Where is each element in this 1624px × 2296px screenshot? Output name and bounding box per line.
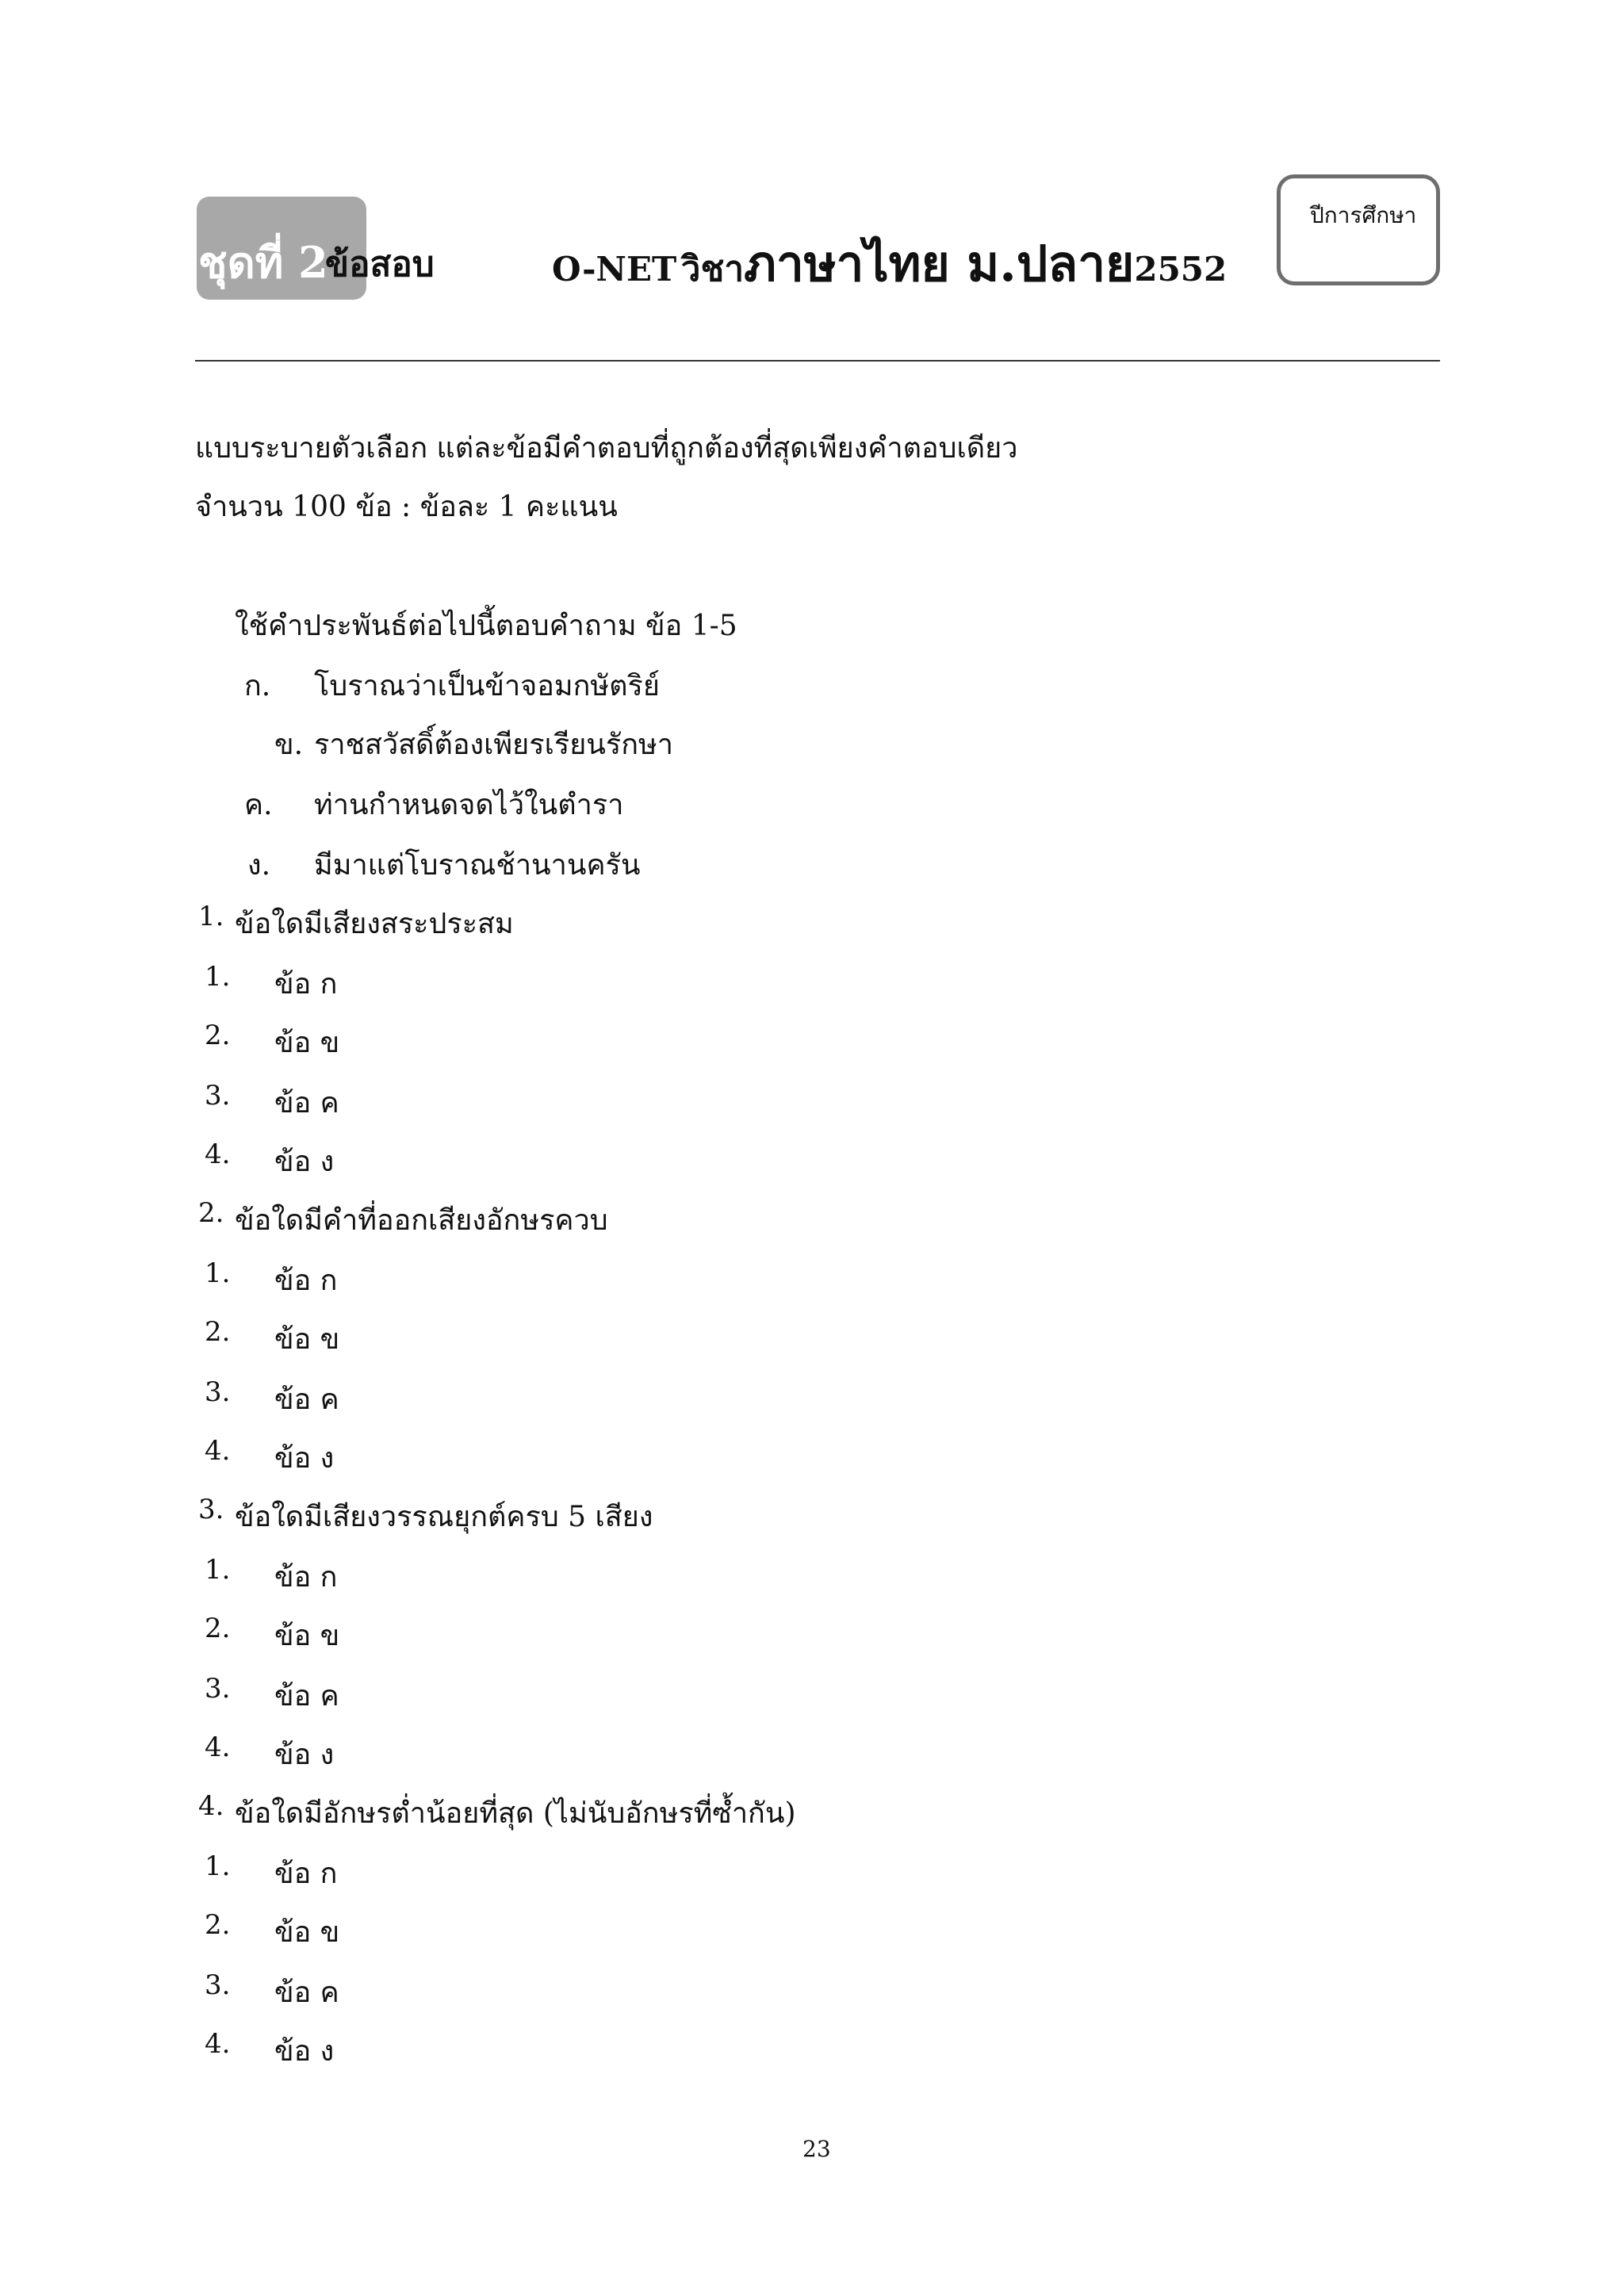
instruction-line-2: จำนวน 100 ข้อ : ข้อละ 1 คะแนน: [195, 491, 618, 523]
option-number: 2.: [205, 1316, 231, 1348]
passage-label: ข.: [274, 729, 304, 761]
option-text: ข้อ ก: [274, 1561, 338, 1594]
passage-line: โบราณว่าเป็นข้าจอมกษัตริย์: [314, 670, 660, 702]
option-number: 4.: [205, 1138, 231, 1170]
question-text: ข้อใดมีอักษรต่ำน้อยที่สุด (ไม่นับอักษรที่ซ้ำกัน): [235, 1797, 796, 1830]
option-number: 3.: [205, 1376, 231, 1408]
question-text: ข้อใดมีเสียงสระประสม: [235, 908, 514, 940]
option-number: 3.: [205, 1080, 231, 1112]
option-number: 1.: [205, 961, 231, 993]
academic-year-label: ปีการศึกษา: [1310, 202, 1417, 228]
exam-title-subject: ภาษาไทย ม.ปลาย: [744, 235, 1135, 293]
option-text: ข้อ ก: [274, 1858, 338, 1890]
question-number: 1.: [198, 901, 224, 932]
option-text: ข้อ ข: [274, 1916, 340, 1949]
question-text: ข้อใดมีคำที่ออกเสียงอักษรควบ: [235, 1204, 608, 1237]
option-text: ข้อ ค: [274, 1976, 339, 2009]
option-number: 4.: [205, 2028, 231, 2060]
option-number: 3.: [205, 1969, 231, 2001]
header-divider: [195, 360, 1440, 362]
exam-title-subject-prefix: วิชา: [680, 249, 745, 289]
passage-line: ท่านกำหนดจดไว้ในตำรา: [314, 789, 624, 821]
option-text: ข้อ ง: [274, 1442, 335, 1475]
option-number: 4.: [205, 1732, 231, 1763]
option-text: ข้อ ข: [274, 1323, 340, 1356]
question-text: ข้อใดมีเสียงวรรณยุกต์ครบ 5 เสียง: [235, 1501, 653, 1533]
passage-intro: ใช้คำประพันธ์ต่อไปนี้ตอบคำถาม ข้อ 1-5: [235, 610, 737, 642]
set-suffix: ข้อสอบ: [325, 244, 435, 285]
passage-label: ค.: [244, 789, 273, 821]
option-text: ข้อ ง: [274, 2035, 335, 2068]
option-number: 1.: [205, 1554, 231, 1586]
option-number: 1.: [205, 1257, 231, 1289]
option-number: 3.: [205, 1673, 231, 1705]
option-number: 2.: [205, 1613, 231, 1644]
option-text: ข้อ ก: [274, 968, 338, 1001]
set-label: ชุดที่ 2: [198, 237, 328, 288]
exam-title: [552, 225, 1227, 303]
option-number: 4.: [205, 1435, 231, 1467]
option-text: ข้อ ค: [274, 1383, 339, 1416]
option-text: ข้อ ง: [274, 1739, 335, 1771]
option-number: 2.: [205, 1909, 231, 1941]
passage-line: ราชสวัสดิ์ต้องเพียรเรียนรักษา: [314, 729, 673, 761]
option-text: ข้อ ค: [274, 1087, 339, 1119]
question-number: 4.: [198, 1790, 224, 1822]
exam-title-onet: O-NET: [552, 250, 677, 289]
question-number: 2.: [198, 1197, 224, 1229]
option-number: 2.: [205, 1020, 231, 1051]
exam-title-year: 2552: [1134, 250, 1228, 289]
page-number: 23: [802, 2136, 831, 2162]
option-text: ข้อ ข: [274, 1027, 340, 1059]
option-text: ข้อ ง: [274, 1146, 335, 1178]
passage-label: ง.: [247, 849, 271, 882]
option-text: ข้อ ข: [274, 1620, 340, 1652]
passage-line: มีมาแต่โบราณช้านานครัน: [314, 849, 641, 882]
option-text: ข้อ ก: [274, 1265, 338, 1297]
instruction-line-1: แบบระบายตัวเลือก แต่ละข้อมีคำตอบที่ถูกต้องที่สุดเพียงคำตอบเดียว: [195, 432, 1018, 465]
passage-label: ก.: [244, 670, 271, 702]
option-number: 1.: [205, 1850, 231, 1882]
question-number: 3.: [198, 1494, 224, 1525]
option-text: ข้อ ค: [274, 1680, 339, 1712]
